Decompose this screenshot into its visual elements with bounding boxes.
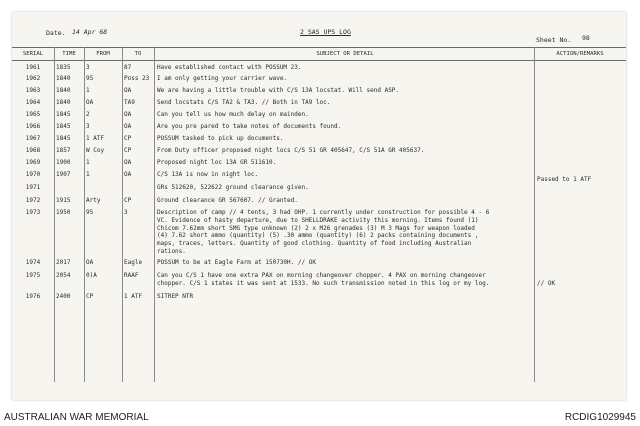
footer-source: AUSTRALIAN WAR MEMORIAL (4, 412, 149, 423)
serial-cell: 1969 (25, 159, 41, 166)
subject-cell: SITREP NTR (157, 293, 194, 300)
to-cell: CP (124, 197, 132, 204)
subject-cell: Ground clearance GR 567607. // Granted. (157, 197, 298, 204)
time-cell: 1845 (56, 111, 71, 118)
subject-cell: GRs 512620, 522622 ground clearance given. (157, 184, 309, 191)
serial-cell: 1973 (25, 209, 41, 216)
serial-cell: 1966 (25, 123, 41, 130)
from-cell: 3 (86, 123, 90, 130)
serial-cell: 1967 (25, 135, 41, 142)
time-cell: 2400 (56, 293, 71, 300)
action-cell: Passed to 1 ATF (537, 176, 592, 183)
serial-cell: 1972 (25, 197, 41, 204)
log-sheet (12, 12, 626, 400)
column-header-to: TO (134, 51, 142, 57)
from-cell: 95 (86, 209, 94, 216)
serial-cell: 1962 (25, 75, 41, 82)
time-cell: 1840 (56, 75, 71, 82)
time-cell: 1845 (56, 135, 71, 142)
serial-cell: 1964 (25, 99, 41, 106)
time-cell: 1915 (56, 197, 71, 204)
subject-cell: We are having a little trouble with C/S 13A locstat. Will send ASP. (157, 87, 400, 94)
to-cell: OA (124, 111, 132, 118)
sheet-number: 98 (582, 34, 590, 42)
serial-cell: 1970 (25, 171, 41, 178)
subject-cell: C/S 13A is now in night loc. (157, 171, 259, 178)
serial-cell: 1974 (25, 259, 41, 266)
from-cell: 95 (86, 75, 94, 82)
to-cell: 3 (124, 209, 128, 216)
to-cell: OA (124, 123, 132, 130)
subject-cell: Description of camp // 4 tents, 3 had OHP. 1 currently under construction for possible 4 - 6 VC. Evidence of hasty departure, due to SHELLDRAKE activity this morning. Items found (1) Chicom 7.62mm short SMG type unknown (2) 2 x M26 grenades (3) M 3 Mags for weapon loaded (4) 7.62 short ammo (quantity) (5) .30 ammo (quantity) (6) 2 packs containing documents , maps, traces, letters. Quantity of good clothing. Quantity of food including Australian rations. (157, 209, 490, 255)
date-value: 14 Apr 68 (72, 28, 108, 36)
time-cell: 2017 (56, 259, 71, 266)
to-cell: OA (124, 87, 132, 94)
serial-cell: 1968 (25, 147, 41, 154)
action-cell: // OK (537, 280, 556, 287)
time-cell: 1835 (56, 64, 71, 71)
from-cell: OA (86, 259, 94, 266)
to-cell: TA9 (124, 99, 135, 106)
subject-cell: POSSUM tasked to pick up documents. (157, 135, 284, 142)
from-cell: 1 (86, 171, 90, 178)
from-cell: OA (86, 99, 94, 106)
to-cell: OA (124, 171, 132, 178)
from-cell: 2 (86, 111, 90, 118)
time-cell: 1845 (56, 123, 71, 130)
to-cell: CP (124, 147, 132, 154)
subject-cell: Send locstats C/S TA2 & TA3. // Both in TA9 loc. (157, 99, 331, 106)
subject-cell: POSSUM to be at Eagle Farm at 150730H. // OK (157, 259, 316, 266)
subject-cell: Have established contact with POSSUM 23. (157, 64, 302, 71)
to-cell: 87 (124, 64, 132, 71)
column-divider (154, 47, 155, 382)
to-cell: RAAF (124, 272, 139, 279)
column-header-time: TIME (62, 51, 76, 57)
from-cell: W Coy (86, 147, 105, 154)
column-divider (534, 47, 535, 382)
subject-cell: Can you tell us how much delay on mainden. (157, 111, 309, 118)
column-header-action: ACTION/REMARKS (556, 51, 604, 57)
serial-cell: 1965 (25, 111, 41, 118)
date-label: Date. (46, 29, 66, 37)
from-cell: Arty (86, 197, 101, 204)
serial-cell: 1976 (25, 293, 41, 300)
time-cell: 1950 (56, 209, 71, 216)
subject-cell: Proposed night loc 13A GR 511610. (157, 159, 277, 166)
from-cell: 1 (86, 159, 90, 166)
serial-cell: 1975 (25, 272, 41, 279)
time-cell: 1900 (56, 159, 71, 166)
column-divider (54, 47, 55, 382)
to-cell: OA (124, 159, 132, 166)
from-cell: CP (86, 293, 94, 300)
to-cell: CP (124, 135, 132, 142)
subject-cell: I am only getting your carrier wave. (157, 75, 288, 82)
to-cell: Eagle (124, 259, 143, 266)
time-cell: 2054 (56, 272, 71, 279)
footer-id: RCDIG1029945 (564, 412, 636, 423)
column-header-serial: SERIAL (22, 51, 44, 57)
subject-cell: From Duty officer proposed night locs C/S 51 GR 405647, C/S 51A GR 405637. (157, 147, 425, 154)
time-cell: 1840 (56, 99, 71, 106)
sheet-label: Sheet No. (536, 36, 572, 44)
column-header-subject: SUBJECT OR DETAIL (316, 51, 374, 57)
from-cell: 1 (86, 87, 90, 94)
subject-cell: Are you pre pared to take notes of documents found. (157, 123, 342, 130)
from-cell: 0)A (86, 272, 97, 279)
serial-cell: 1961 (25, 64, 41, 71)
column-header-from: FROM (96, 51, 110, 57)
time-cell: 1907 (56, 171, 71, 178)
to-cell: Poss 23 (124, 75, 150, 82)
log-title: 2 SAS UPS LOG (300, 28, 351, 36)
subject-cell: Can you C/S 1 have one extra PAX on morning changeover chopper. 4 PAX on morning changeover chopper. C/S 1 states it was sent at 1533. No such transmission noted in this log or my log. (157, 272, 490, 287)
from-cell: 1 ATF (86, 135, 105, 142)
column-divider (84, 47, 85, 382)
time-cell: 1857 (56, 147, 71, 154)
serial-cell: 1971 (25, 184, 41, 191)
serial-cell: 1963 (25, 87, 41, 94)
to-cell: 1 ATF (124, 293, 143, 300)
column-divider (122, 47, 123, 382)
from-cell: 3 (86, 64, 90, 71)
time-cell: 1840 (56, 87, 71, 94)
